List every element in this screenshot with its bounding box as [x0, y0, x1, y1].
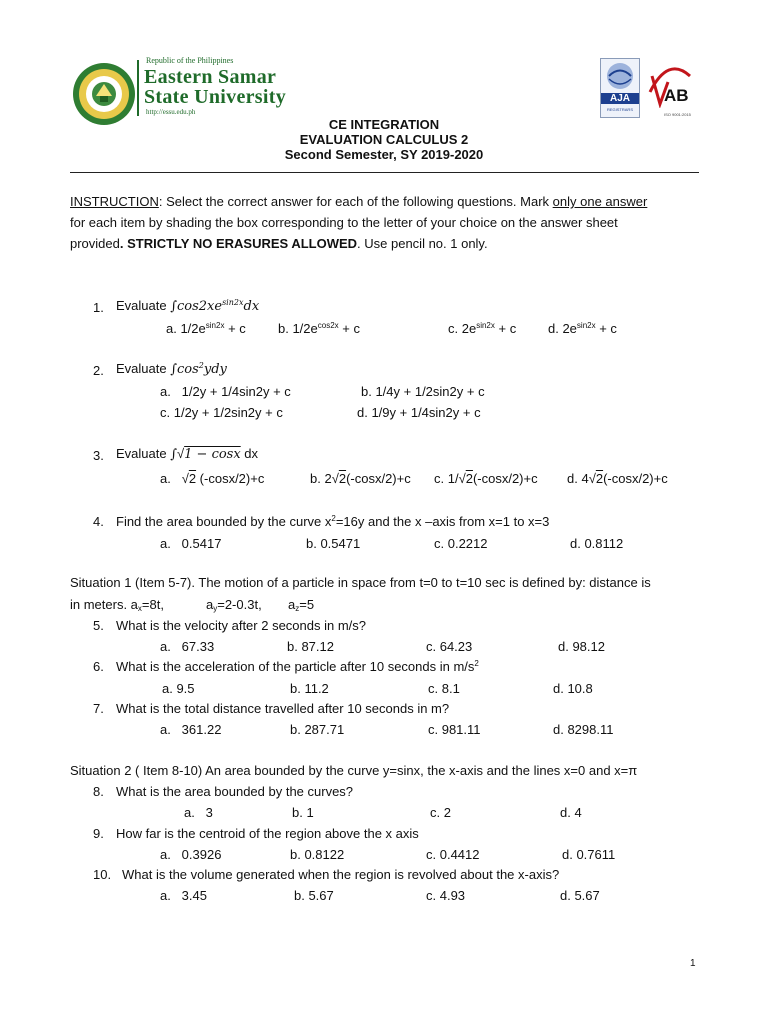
- q2-integrand: ∫cos: [170, 362, 199, 377]
- sit1-ay: =2-0.3t,: [217, 597, 262, 612]
- q2-text: Evaluate: [116, 361, 167, 376]
- q2-rest: ydy: [203, 362, 227, 377]
- q1-b-pre: b. 1/2e: [278, 321, 318, 336]
- q4-number: 4.: [93, 514, 104, 529]
- situation1-az: [288, 597, 314, 612]
- q2-exponent: 2: [198, 361, 204, 370]
- q3-b-pre: b. 2: [310, 471, 332, 486]
- q3-d-rad: 2: [595, 471, 604, 486]
- q3-a-pre: a.: [160, 471, 182, 486]
- q6-number: 6.: [93, 659, 104, 674]
- q4-option-c: c. 0.2212: [434, 536, 488, 551]
- q9-number: 9.: [93, 826, 104, 841]
- q3-b-post: (-cosx/2)+c: [346, 471, 411, 486]
- instruction-line3c: . Use pencil no. 1 only.: [357, 236, 488, 251]
- q1-number: 1.: [93, 300, 104, 315]
- instruction-line1: [70, 194, 647, 209]
- q3-a-root: √: [181, 471, 189, 486]
- q1-exponent: sin2x: [222, 298, 244, 307]
- instruction-underline: only one answer: [552, 194, 648, 209]
- q3-radicand: 1 − cosx: [184, 447, 241, 462]
- sit1-az: =5: [299, 597, 315, 612]
- instruction-line2: for each item by shading the box corresponding to the letter of your choice on the answer sheet: [70, 215, 618, 230]
- q8-option-c: c. 2: [430, 805, 451, 820]
- q1-option-a: [166, 321, 246, 336]
- q3-d-pre: d. 4: [567, 471, 589, 486]
- q7-option-a: a. 361.22: [160, 722, 222, 737]
- q1-c-sup: sin2x: [476, 321, 495, 330]
- title-evaluation: EVALUATION CALCULUS 2: [299, 132, 469, 147]
- q3-integral-sign: ∫: [170, 447, 177, 462]
- q1-d-post: + c: [595, 321, 617, 336]
- q2-option-a: a. 1/2y + 1/4sin2y + c: [160, 384, 291, 399]
- q8-option-d: d. 4: [560, 805, 582, 820]
- q10-option-b: b. 5.67: [294, 888, 334, 903]
- instruction-line3a: provided: [70, 236, 120, 251]
- instruction-line3: [70, 236, 488, 251]
- instruction-no-erasures: . STRICTLY NO ERASURES ALLOWED: [119, 236, 358, 251]
- title-ce-integration: CE INTEGRATION: [328, 117, 440, 132]
- q1-d-pre: d. 2e: [548, 321, 577, 336]
- q6-option-d: d. 10.8: [553, 681, 593, 696]
- page-number: 1: [690, 958, 696, 969]
- q8-option-a: a. 3: [184, 805, 213, 820]
- sit1-sub-z: z: [295, 604, 300, 613]
- q10-option-a: a. 3.45: [160, 888, 207, 903]
- sit1-ay-pre: a: [206, 597, 214, 612]
- q4-sup: 2: [331, 514, 336, 523]
- q3-option-d: [567, 471, 668, 486]
- vab-logo: [646, 62, 692, 108]
- q1-a-post: + c: [224, 321, 246, 336]
- q6-option-a: a. 9.5: [162, 681, 195, 696]
- q3-option-c: [434, 471, 538, 486]
- q1-a-sup: sin2x: [205, 321, 225, 330]
- q4-text-pre: Find the area bounded by the curve x: [116, 514, 332, 529]
- q2-option-c: c. 1/2y + 1/2sin2y + c: [160, 405, 283, 420]
- q2-option-b: b. 1/4y + 1/2sin2y + c: [361, 384, 485, 399]
- q3-text: Evaluate: [116, 446, 167, 461]
- q5-option-c: c. 64.23: [426, 639, 473, 654]
- q10-option-d: d. 5.67: [560, 888, 600, 903]
- q4-text-post: =16y and the x –axis from x=1 to x=3: [335, 514, 550, 529]
- title-semester: Second Semester, SY 2019-2020: [284, 147, 484, 162]
- q5-option-b: b. 87.12: [287, 639, 334, 654]
- q6-option-b: b. 11.2: [290, 681, 329, 696]
- q3-a-rad: 2: [188, 471, 197, 486]
- q6-text: What is the acceleration of the particle after 10 seconds in m/s: [116, 659, 475, 674]
- q3-b-root: √: [331, 471, 339, 486]
- q4-question: [116, 514, 549, 529]
- q1-c-post: + c: [494, 321, 517, 336]
- aja-sub-label: REGISTRARS: [606, 107, 633, 112]
- q3-question: [116, 446, 258, 462]
- q1-option-c: [448, 321, 516, 336]
- q3-dx: dx: [240, 446, 259, 461]
- q5-question: What is the velocity after 2 seconds in m/s?: [116, 618, 366, 633]
- q1-option-d: [548, 321, 617, 336]
- situation1-line2: [70, 597, 164, 612]
- university-name-line2: State University: [144, 86, 286, 108]
- q1-option-b: [278, 321, 360, 336]
- republic-text: Republic of the Philippines: [146, 56, 234, 65]
- q8-option-b: b. 1: [292, 805, 314, 820]
- q3-option-b: [310, 471, 411, 486]
- q8-number: 8.: [93, 784, 104, 799]
- q6-option-c: c. 8.1: [428, 681, 460, 696]
- q3-c-root: √: [458, 471, 466, 486]
- q5-option-a: a. 67.33: [160, 639, 215, 654]
- instruction-label: INSTRUCTION: [70, 194, 159, 209]
- q3-d-root: √: [588, 471, 596, 486]
- q2-question: [116, 361, 227, 377]
- vab-tiny-caption: ISO 9001:2015: [664, 112, 691, 117]
- q7-option-c: c. 981.11: [428, 722, 481, 737]
- header-divider-green: [137, 60, 139, 116]
- q3-root-sign: √: [177, 446, 185, 461]
- q3-c-pre: c. 1/: [434, 471, 459, 486]
- q3-a-post: (-cosx/2)+c: [196, 471, 265, 486]
- q3-option-a: [160, 471, 264, 486]
- q3-c-rad: 2: [465, 471, 473, 486]
- q4-option-d: d. 0.8112: [570, 536, 624, 551]
- university-url: http://essu.edu.ph: [146, 108, 196, 116]
- q9-option-c: c. 0.4412: [426, 847, 480, 862]
- sit1-ax: =8t,: [141, 597, 164, 612]
- q1-b-sup: cos2x: [317, 321, 339, 330]
- sit1-sub-x: x: [137, 604, 142, 613]
- instruction-text1: : Select the correct answer for each of the following questions. Mark: [158, 194, 553, 209]
- q7-option-d: d. 8298.11: [553, 722, 614, 737]
- q8-question: What is the area bounded by the curves?: [116, 784, 354, 799]
- q10-option-c: c. 4.93: [426, 888, 466, 903]
- q1-integrand: ∫cos2xe: [170, 299, 223, 314]
- q6-question: [116, 659, 479, 674]
- q3-d-post: (-cosx/2)+c: [603, 471, 668, 486]
- q7-number: 7.: [93, 701, 104, 716]
- q10-question: What is the volume generated when the region is revolved about the x-axis?: [122, 867, 560, 882]
- q3-c-post: (-cosx/2)+c: [472, 471, 538, 486]
- sit1-az-pre: a: [288, 597, 296, 612]
- q9-option-d: d. 0.7611: [562, 847, 616, 862]
- aja-label: AJA: [601, 93, 639, 104]
- q9-option-a: a. 0.3926: [160, 847, 222, 862]
- q2-option-d: d. 1/9y + 1/4sin2y + c: [357, 405, 481, 420]
- situation1-ay: [206, 597, 262, 612]
- q9-option-b: b. 0.8122: [290, 847, 345, 862]
- q2-number: 2.: [93, 363, 104, 378]
- aja-registrars-logo: [600, 58, 640, 118]
- q1-d-sup: sin2x: [576, 321, 596, 330]
- q3-number: 3.: [93, 448, 104, 463]
- q3-b-rad: 2: [338, 471, 347, 486]
- q6-sup: 2: [474, 659, 479, 668]
- situation1-line1: Situation 1 (Item 5-7). The motion of a particle in space from t=0 to t=10 sec is defined by: distance is: [70, 575, 651, 590]
- q4-option-a: a. 0.5417: [160, 536, 222, 551]
- situation2-line: Situation 2 ( Item 8-10) An area bounded by the curve y=sinx, the x-axis and the lines x=0 and x=π: [70, 763, 638, 778]
- q10-number: 10.: [93, 867, 112, 882]
- university-name-line1: Eastern Samar: [144, 66, 277, 88]
- q1-question: [116, 298, 259, 314]
- q5-number: 5.: [93, 618, 104, 633]
- q5-option-d: d. 98.12: [558, 639, 605, 654]
- sit1-sub-y: y: [213, 604, 218, 613]
- sit1-line2-pre: in meters. a: [70, 597, 138, 612]
- q1-a-pre: a. 1/2e: [166, 321, 206, 336]
- q7-option-b: b. 287.71: [290, 722, 345, 737]
- header-rule: [70, 172, 699, 173]
- q1-c-pre: c. 2e: [448, 321, 477, 336]
- q1-text: Evaluate: [116, 298, 167, 313]
- q9-question: How far is the centroid of the region above the x axis: [116, 826, 419, 841]
- q1-b-post: + c: [338, 321, 360, 336]
- q4-option-b: b. 0.5471: [306, 536, 361, 551]
- q1-dx: dx: [243, 299, 260, 314]
- q7-question: What is the total distance travelled after 10 seconds in m?: [116, 701, 450, 716]
- vab-label: AB: [664, 86, 689, 105]
